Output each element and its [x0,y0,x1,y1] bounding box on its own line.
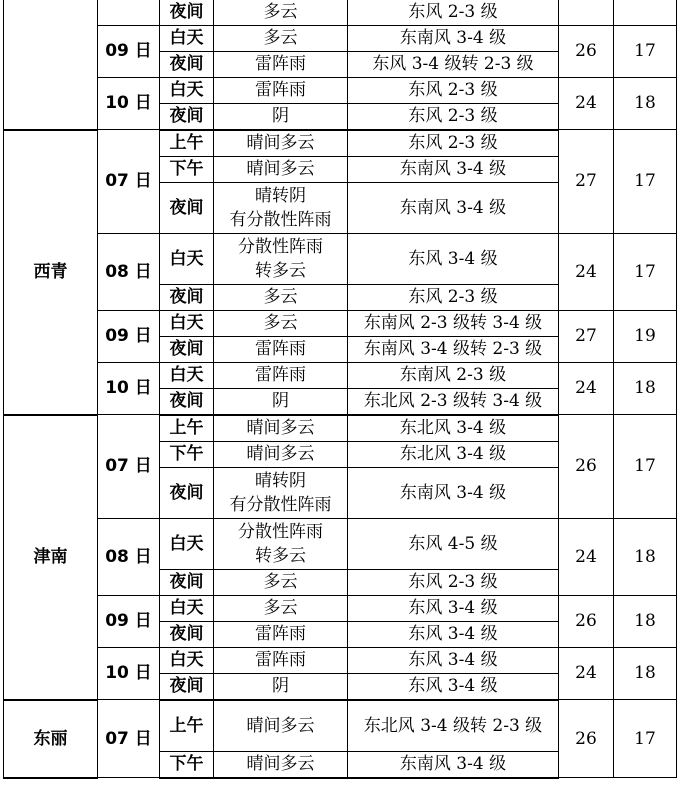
weather-text: 雷阵雨 [255,54,306,74]
wind-cell: 东风 2-3 级 [348,284,559,310]
weather-text: 多云 [263,287,298,307]
high-temp-cell [559,0,614,25]
date-cell: 09 日 [98,595,160,647]
weather-text: 多云 [263,2,298,22]
period-cell: 夜间 [160,569,214,595]
period-cell: 白天 [160,362,214,388]
weather-cell [214,336,348,362]
weather-text: 晴间多云 [246,418,315,438]
weather-text: 有分散性阵雨 [229,209,332,230]
high-temp-cell: 26 [559,700,614,778]
low-temp-cell: 18 [614,518,677,595]
high-temp-cell: 24 [559,77,614,130]
wind-cell: 东风 3-4 级 [348,673,559,700]
low-temp-cell: 17 [614,130,677,234]
weather-text: 雷阵雨 [255,339,306,359]
period-cell: 上午 [160,130,214,157]
weather-text: 多云 [263,598,298,618]
period-cell: 下午 [160,441,214,467]
table-row [4,233,677,284]
period-cell: 夜间 [160,51,214,77]
wind-cell: 东南风 3-4 级 [348,25,559,51]
weather-cell [214,388,348,415]
high-temp-cell: 26 [559,25,614,77]
weather-text: 阴 [272,676,289,696]
weather-text: 多云 [263,572,298,592]
low-temp-cell: 18 [614,362,677,415]
table-row [4,647,677,673]
weather-text: 晴间多云 [246,444,315,464]
wind-cell: 东南风 2-3 级转 3-4 级 [348,310,559,336]
high-temp-cell: 24 [559,362,614,415]
wind-cell: 东风 2-3 级 [348,103,559,130]
weather-cell [214,595,348,621]
weather-text: 阴 [272,106,289,126]
table-row [4,310,677,336]
weather-cell [214,621,348,647]
period-cell: 白天 [160,310,214,336]
wind-cell: 东南风 3-4 级转 2-3 级 [348,336,559,362]
district-name: 西青 [4,130,98,415]
low-temp-cell: 18 [614,77,677,130]
high-temp-cell: 27 [559,310,614,362]
district-name: 津南 [4,415,98,700]
wind-cell: 东南风 3-4 级 [348,156,559,182]
weather-text: 阴 [272,391,289,411]
period-cell: 白天 [160,233,214,284]
low-temp-cell: 17 [614,700,677,778]
date-cell: 08 日 [98,233,160,310]
weather-cell [214,647,348,673]
weather-text: 雷阵雨 [255,365,306,385]
district-name [4,0,98,130]
weather-text: 雷阵雨 [255,624,306,644]
wind-cell: 东风 3-4 级 [348,647,559,673]
date-cell: 10 日 [98,362,160,415]
forecast-table-body [4,0,677,778]
weather-cell [214,467,348,518]
weather-cell [214,362,348,388]
weather-cell [214,441,348,467]
low-temp-cell [614,0,677,25]
wind-cell: 东北风 3-4 级 [348,441,559,467]
weather-cell [214,25,348,51]
weather-text: 分散性阵雨 [238,521,323,542]
weather-text: 多云 [263,313,298,333]
weather-text: 分散性阵雨 [238,236,323,257]
weather-text: 雷阵雨 [255,80,306,100]
weather-text: 晴转阴 [255,470,306,491]
period-cell: 夜间 [160,0,214,25]
date-cell [98,0,160,25]
weather-cell [214,156,348,182]
high-temp-cell: 26 [559,595,614,647]
table-row [4,77,677,103]
wind-cell: 东风 3-4 级 [348,621,559,647]
period-cell: 白天 [160,25,214,51]
date-cell: 09 日 [98,25,160,77]
low-temp-cell: 17 [614,233,677,310]
high-temp-cell: 24 [559,233,614,310]
weather-text: 多云 [263,28,298,48]
weather-text: 晴间多云 [246,715,315,736]
weather-cell [214,51,348,77]
weather-cell [214,518,348,569]
weather-cell [214,182,348,233]
period-cell: 夜间 [160,621,214,647]
date-cell: 08 日 [98,518,160,595]
high-temp-cell: 24 [559,647,614,700]
low-temp-cell: 19 [614,310,677,362]
wind-cell: 东风 2-3 级 [348,130,559,157]
date-cell: 10 日 [98,647,160,700]
high-temp-cell: 27 [559,130,614,234]
high-temp-cell: 26 [559,415,614,519]
period-cell: 夜间 [160,336,214,362]
wind-cell: 东风 4-5 级 [348,518,559,569]
wind-cell: 东南风 3-4 级 [348,182,559,233]
weather-text: 有分散性阵雨 [229,494,332,515]
period-cell: 夜间 [160,467,214,518]
low-temp-cell: 17 [614,25,677,77]
period-cell: 上午 [160,415,214,442]
period-cell: 下午 [160,156,214,182]
period-cell: 上午 [160,700,214,752]
weather-text: 转多云 [255,260,306,281]
low-temp-cell: 17 [614,415,677,519]
wind-cell: 东北风 2-3 级转 3-4 级 [348,388,559,415]
weather-cell [214,569,348,595]
period-cell: 白天 [160,77,214,103]
period-cell: 白天 [160,595,214,621]
weather-cell [214,233,348,284]
table-row [4,25,677,51]
weather-cell [214,415,348,442]
wind-cell: 东风 3-4 级 [348,595,559,621]
period-cell: 白天 [160,518,214,569]
table-row [4,0,677,25]
wind-cell: 东风 2-3 级 [348,0,559,25]
table-row [4,595,677,621]
wind-cell: 东风 3-4 级 [348,233,559,284]
high-temp-cell: 24 [559,518,614,595]
table-row [4,130,677,157]
period-cell: 夜间 [160,673,214,700]
date-cell: 07 日 [98,700,160,778]
table-row [4,415,677,442]
period-cell: 白天 [160,647,214,673]
period-cell: 夜间 [160,103,214,130]
district-name: 东丽 [4,700,98,778]
weather-text: 转多云 [255,545,306,566]
weather-text: 晴转阴 [255,185,306,206]
weather-cell [214,751,348,778]
low-temp-cell: 18 [614,595,677,647]
period-cell: 夜间 [160,284,214,310]
date-cell: 09 日 [98,310,160,362]
table-row [4,700,677,752]
weather-text: 晴间多云 [246,159,315,179]
weather-cell [214,310,348,336]
wind-cell: 东北风 3-4 级 [348,415,559,442]
period-cell: 夜间 [160,388,214,415]
low-temp-cell: 18 [614,647,677,700]
wind-cell: 东北风 3-4 级转 2-3 级 [348,700,559,752]
weather-cell [214,130,348,157]
wind-cell: 东南风 3-4 级 [348,467,559,518]
weather-cell [214,103,348,130]
weather-text: 晴间多云 [246,754,315,774]
weather-cell [214,700,348,752]
date-cell: 07 日 [98,415,160,519]
weather-cell [214,673,348,700]
forecast-table [3,0,677,779]
wind-cell: 东风 2-3 级 [348,569,559,595]
table-row [4,518,677,569]
wind-cell: 东风 3-4 级转 2-3 级 [348,51,559,77]
weather-cell [214,284,348,310]
table-row [4,362,677,388]
wind-cell: 东南风 3-4 级 [348,751,559,778]
weather-text: 晴间多云 [246,133,315,153]
date-cell: 10 日 [98,77,160,130]
period-cell: 下午 [160,751,214,778]
weather-cell [214,0,348,25]
weather-text: 雷阵雨 [255,650,306,670]
wind-cell: 东南风 2-3 级 [348,362,559,388]
weather-cell [214,77,348,103]
period-cell: 夜间 [160,182,214,233]
wind-cell: 东风 2-3 级 [348,77,559,103]
date-cell: 07 日 [98,130,160,234]
